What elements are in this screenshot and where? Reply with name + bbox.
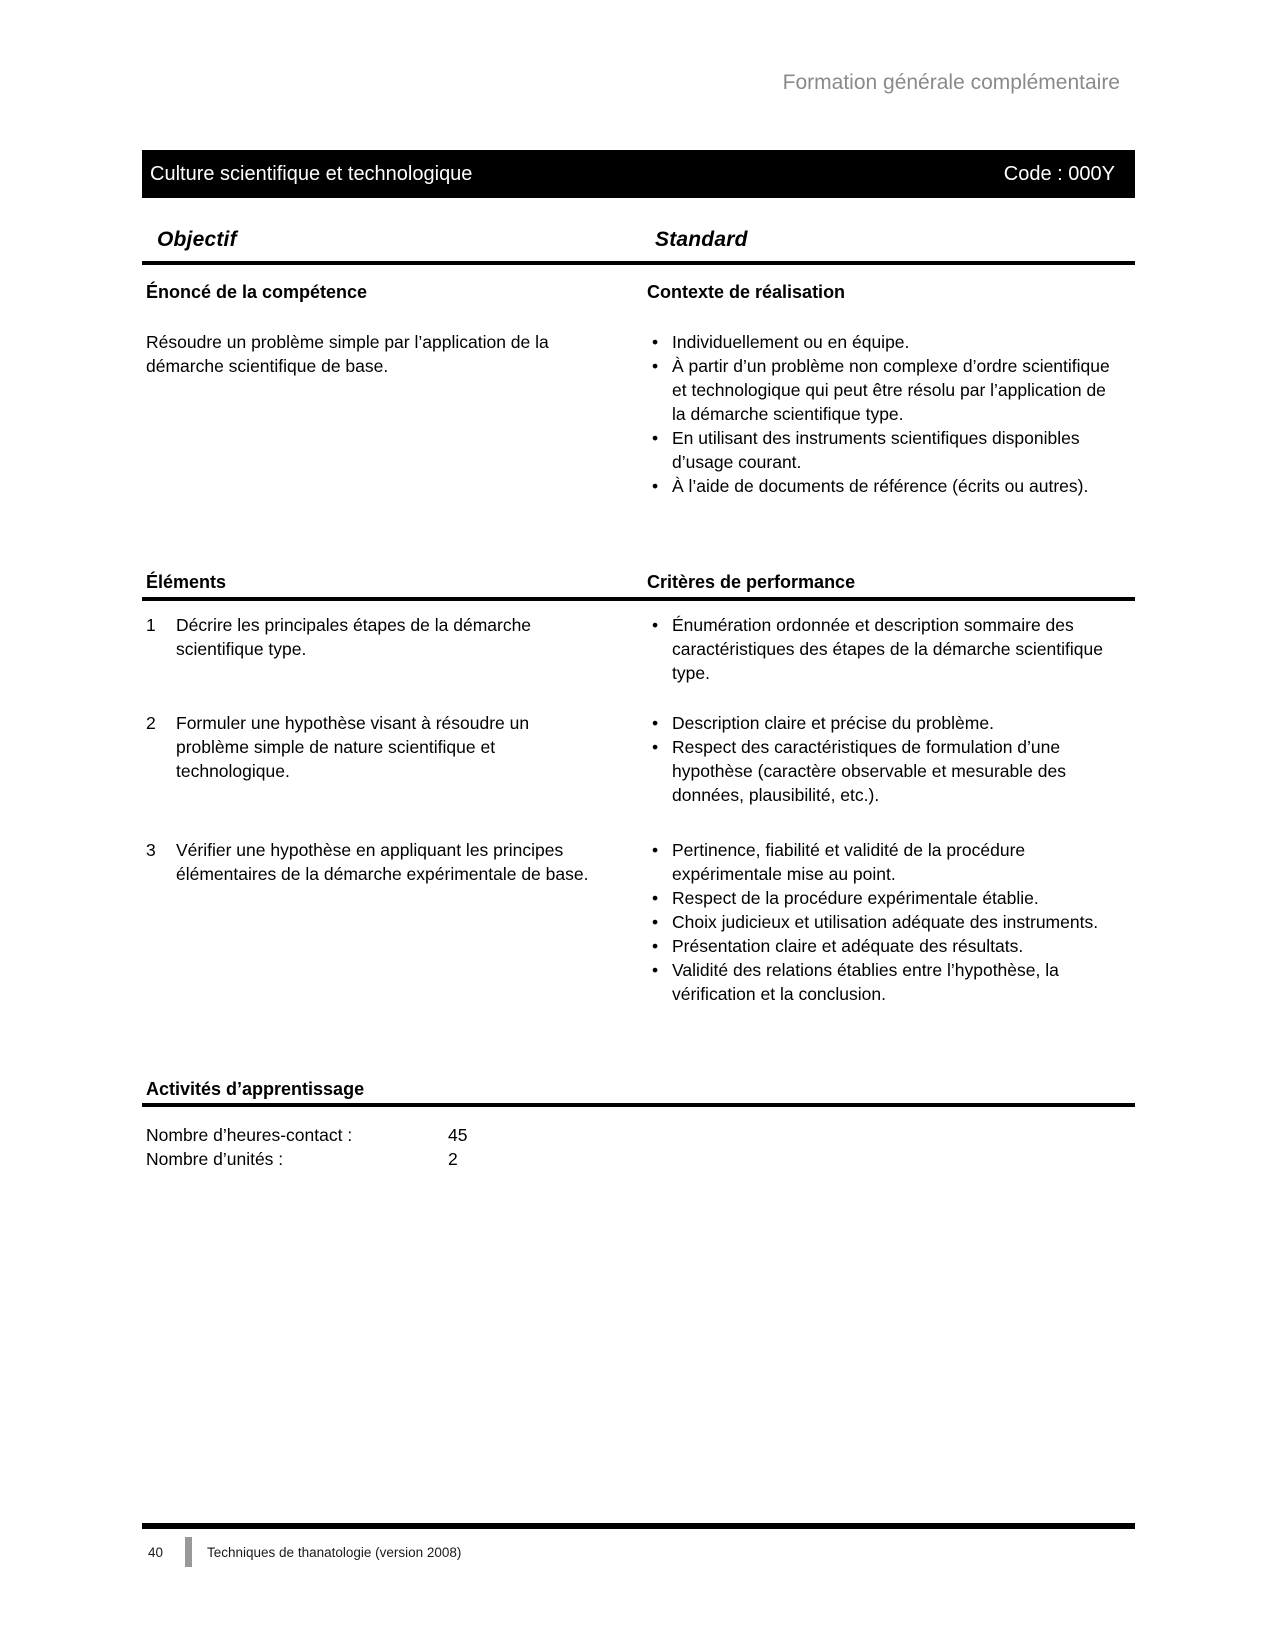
units-label: Nombre d’unités : bbox=[146, 1149, 284, 1169]
contexte-bullet: • En utilisant des instruments scientifiques disponibles d’usage courant. bbox=[672, 426, 1117, 474]
criteria-bullet: • Validité des relations établies entre l’hypothèse, la vérification et la conclusion. bbox=[672, 958, 1117, 1006]
elements-rule bbox=[142, 597, 1135, 601]
criteria-group-1 bbox=[647, 613, 1117, 685]
element-item-1 bbox=[146, 613, 601, 661]
competence-text: Résoudre un problème simple par l’application de la démarche scientifique de base. bbox=[146, 332, 549, 376]
units-row bbox=[146, 1147, 467, 1171]
criteria-bullet: • Choix judicieux et utilisation adéquate des instruments. bbox=[672, 910, 1117, 934]
activites-hours bbox=[146, 1123, 467, 1171]
activites-heading: Activités d’apprentissage bbox=[146, 1079, 365, 1099]
element-text: Vérifier une hypothèse en appliquant les principes élémentaires de la démarche expérimentale de base. bbox=[176, 840, 589, 884]
footer bbox=[148, 1536, 461, 1568]
units-value: 2 bbox=[448, 1149, 458, 1169]
page-number: 40 bbox=[148, 1544, 164, 1560]
element-item-3 bbox=[146, 838, 601, 886]
criteres-heading: Critères de performance bbox=[647, 572, 856, 592]
hours-value: 45 bbox=[448, 1125, 468, 1145]
footer-divider bbox=[185, 1537, 192, 1567]
criteria-bullet: • Pertinence, fiabilité et validité de la procédure expérimentale mise au point. bbox=[672, 838, 1117, 886]
element-number: 2 bbox=[146, 713, 156, 733]
contexte-bullet: • À partir d’un problème non complexe d’ordre scientifique et technologique qui peut être résolu par l’application de la démarche scientifique type. bbox=[672, 354, 1117, 426]
criteria-bullet: • Respect des caractéristiques de formulation d’une hypothèse (caractère observable et mesurable des données, plausibilité, etc.). bbox=[672, 735, 1117, 807]
contexte-heading: Contexte de réalisation bbox=[647, 282, 846, 302]
element-text: Décrire les principales étapes de la démarche scientifique type. bbox=[176, 615, 532, 659]
criteria-bullet: • Respect de la procédure expérimentale établie. bbox=[672, 886, 1117, 910]
element-text: Formuler une hypothèse visant à résoudre un problème simple de nature scientifique et technologique. bbox=[176, 713, 530, 781]
running-header: Formation générale complémentaire bbox=[782, 71, 1120, 94]
element-number: 3 bbox=[146, 840, 156, 860]
footer-rule bbox=[142, 1523, 1135, 1529]
hours-row bbox=[146, 1123, 467, 1147]
course-title: Culture scientifique et technologique bbox=[150, 162, 473, 185]
criteria-bullet: • Énumération ordonnée et description sommaire des caractéristiques des étapes de la démarche scientifique type. bbox=[672, 613, 1117, 685]
elements-heading: Éléments bbox=[146, 572, 227, 592]
criteria-group-2 bbox=[647, 711, 1117, 807]
header-rule bbox=[142, 261, 1135, 265]
element-item-2 bbox=[146, 711, 601, 783]
course-code: Code : 000Y bbox=[1003, 162, 1115, 185]
column-header-objectif: Objectif bbox=[157, 228, 237, 251]
contexte-bullets bbox=[647, 330, 1117, 498]
activites-rule bbox=[142, 1103, 1135, 1107]
criteria-bullet: • Description claire et précise du problème. bbox=[672, 711, 1117, 735]
enonce-heading: Énoncé de la compétence bbox=[146, 282, 368, 302]
title-bar bbox=[142, 150, 1135, 198]
criteria-bullet: • Présentation claire et adéquate des résultats. bbox=[672, 934, 1117, 958]
contexte-bullet: • Individuellement ou en équipe. bbox=[672, 330, 1117, 354]
hours-label: Nombre d’heures-contact : bbox=[146, 1125, 353, 1145]
column-header-standard: Standard bbox=[655, 228, 748, 251]
criteria-group-3 bbox=[647, 838, 1117, 1006]
element-number: 1 bbox=[146, 615, 156, 635]
contexte-bullet: • À l’aide de documents de référence (écrits ou autres). bbox=[672, 474, 1117, 498]
footer-text: Techniques de thanatologie (version 2008) bbox=[207, 1544, 462, 1560]
